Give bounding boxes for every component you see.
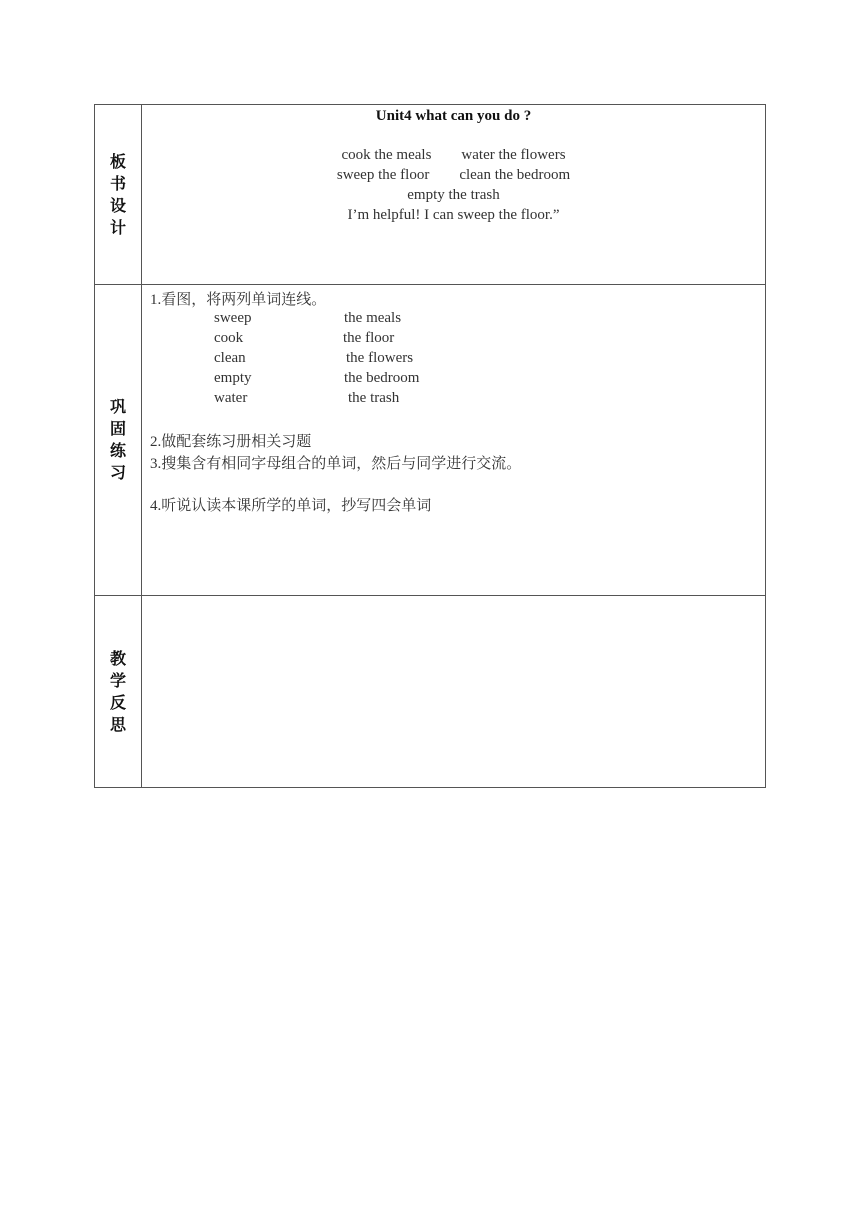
board-design-content-cell	[142, 105, 766, 285]
left-word: empty	[214, 370, 252, 386]
right-word: the meals	[344, 310, 402, 326]
practice-item-4: 4.听说认读本课所学的单词，抄写四会单词	[150, 498, 432, 514]
right-word: the bedroom	[344, 370, 420, 386]
practice-item-3: 3.搜集含有相同字母组合的单词，然后与同学进行交流。	[150, 456, 522, 472]
reflection-blank-area	[142, 596, 765, 787]
reflection-label: 教学反思	[109, 648, 126, 734]
left-word: clean	[214, 350, 246, 366]
board-line: sweep the floor clean the bedroom	[336, 167, 571, 183]
left-word: cook	[214, 330, 244, 346]
practice-row	[95, 285, 766, 596]
right-word: the trash	[348, 390, 400, 406]
board-line: I’m helpful! I can sweep the floor.”	[347, 207, 560, 223]
right-word: the flowers	[346, 350, 414, 366]
board-design-row	[95, 105, 766, 285]
reflection-content-cell	[142, 596, 766, 788]
practice-item-1: 1.看图，将两列单词连线。	[150, 292, 327, 308]
board-line: empty the trash	[407, 187, 500, 203]
practice-item-2: 2.做配套练习册相关习题	[150, 434, 312, 450]
practice-label: 巩固练习	[109, 397, 126, 482]
board-design-label-cell	[95, 105, 142, 285]
right-word: the floor	[343, 330, 395, 346]
board-design-label: 板书设计	[109, 151, 126, 237]
lesson-plan-table	[94, 104, 766, 788]
practice-content-cell	[142, 285, 766, 596]
board-title: Unit4 what can you do ?	[375, 108, 532, 124]
reflection-row	[95, 596, 766, 788]
reflection-label-cell	[95, 596, 142, 788]
board-line: cook the meals water the flowers	[341, 147, 566, 163]
left-word: sweep	[214, 310, 252, 326]
left-word: water	[214, 390, 248, 406]
practice-label-cell	[95, 285, 142, 596]
